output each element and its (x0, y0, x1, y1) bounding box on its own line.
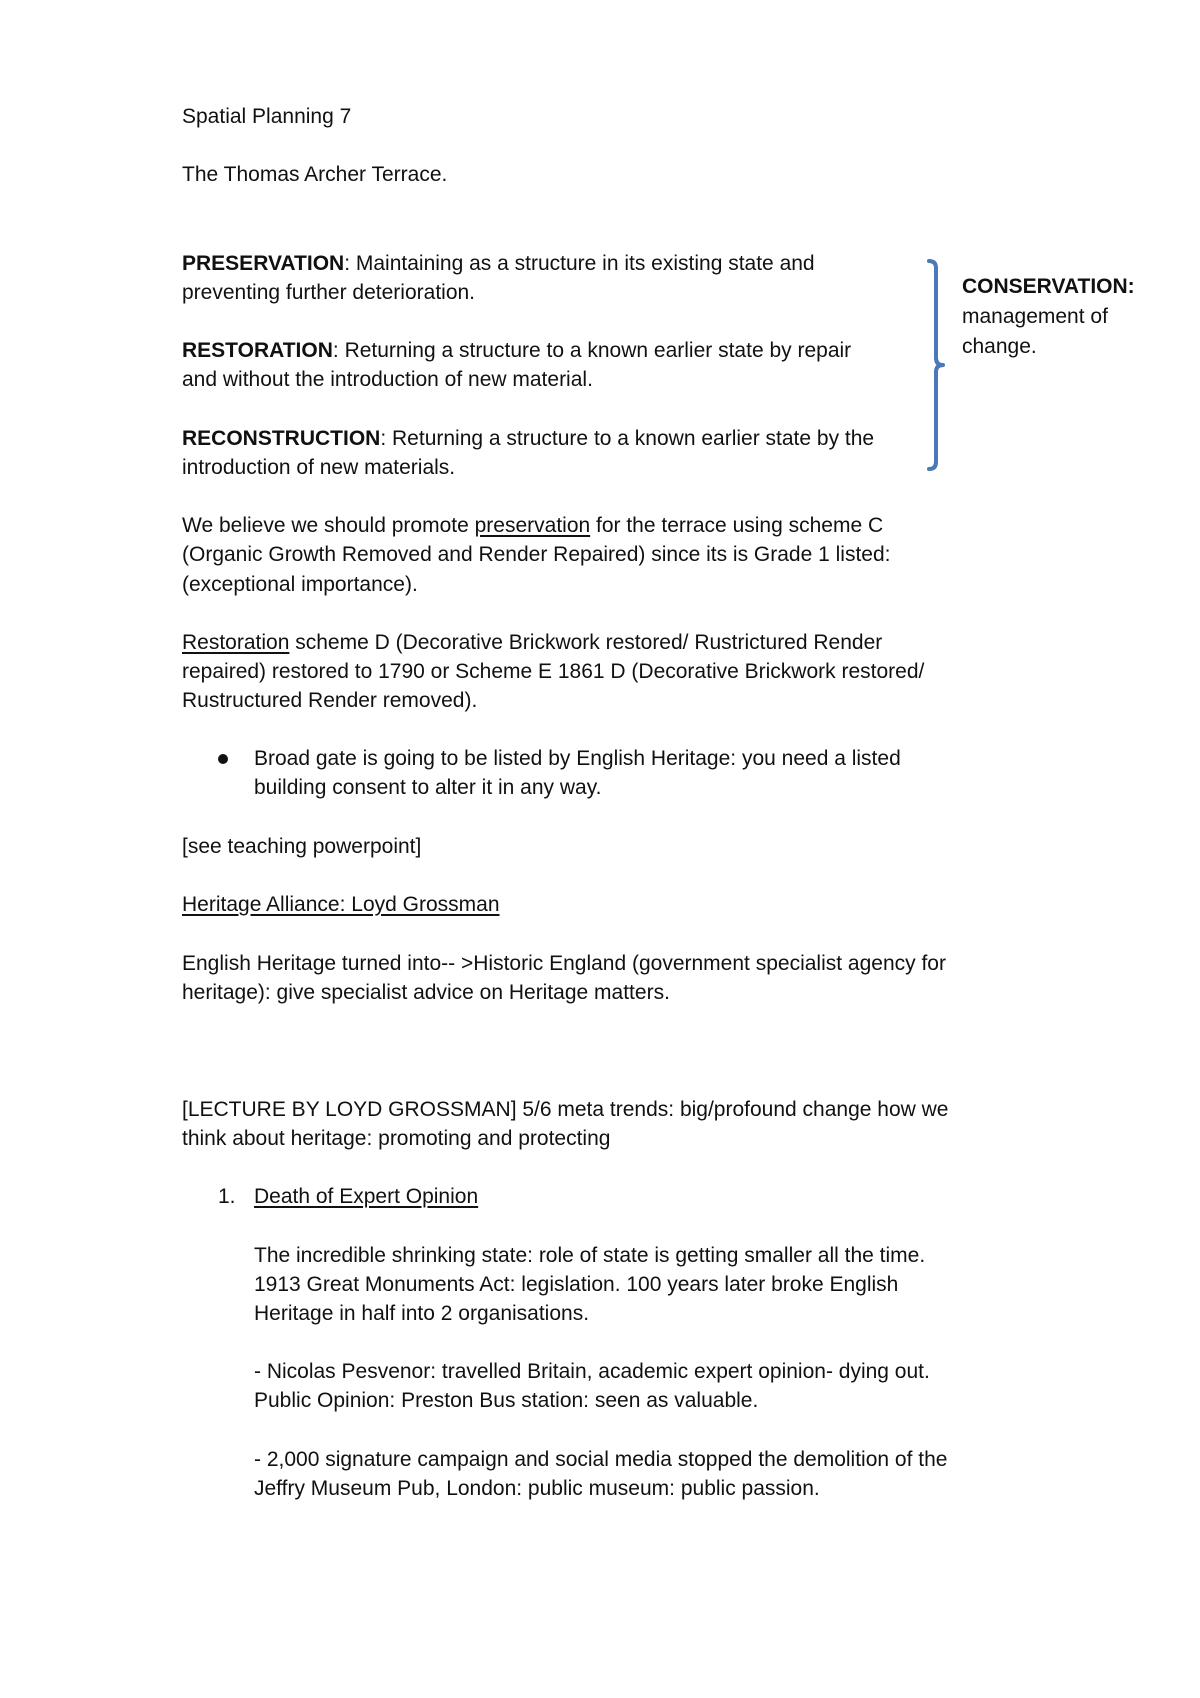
belief-paragraph: We believe we should promote preservation for the terrace using scheme C (182, 514, 884, 537)
definition-term: PRESERVATION (182, 252, 345, 275)
belief-paragraph-line: (Organic Growth Removed and Render Repaired) since its is Grade 1 listed: (182, 543, 891, 566)
heritage-alliance-heading: Heritage Alliance: Loyd Grossman (182, 893, 500, 916)
numbered-paragraph-line: Heritage in half into 2 organisations. (254, 1302, 590, 1325)
definition-text: : Maintaining as a structure in its existing state and (344, 252, 815, 275)
document-subtitle: The Thomas Archer Terrace. (182, 163, 448, 186)
numbered-paragraph-line: - Nicolas Pesvenor: travelled Britain, academic expert opinion- dying out. (254, 1360, 930, 1383)
definition-term: RESTORATION (182, 339, 333, 362)
english-heritage-paragraph: English Heritage turned into-- >Historic England (government specialist agency for (182, 952, 946, 975)
definition-restoration (182, 336, 851, 365)
numbered-paragraph-line: Public Opinion: Preston Bus station: seen as valuable. (254, 1389, 759, 1412)
definition-reconstruction (182, 424, 874, 453)
list-number: 1. (218, 1185, 236, 1208)
underlined-term: preservation (474, 514, 591, 537)
document-title: Spatial Planning 7 (182, 105, 352, 128)
conservation-text: management of (962, 305, 1108, 328)
belief-paragraph-line: (exceptional importance). (182, 573, 418, 596)
definition-text: : Returning a structure to a known earlier state by repair (332, 339, 852, 362)
see-note: [see teaching powerpoint] (182, 835, 422, 858)
lecture-paragraph: [LECTURE BY LOYD GROSSMAN] 5/6 meta trends: big/profound change how we (182, 1098, 949, 1121)
definition-text: introduction of new materials. (182, 456, 456, 479)
numbered-heading: Death of Expert Opinion (254, 1185, 479, 1208)
numbered-paragraph-line: 1913 Great Monuments Act: legislation. 100 years later broke English (254, 1273, 899, 1296)
restoration-paragraph-line: repaired) restored to 1790 or Scheme E 1861 D (Decorative Brickwork restored/ (182, 660, 925, 683)
numbered-paragraph-line: The incredible shrinking state: role of state is getting smaller all the time. (254, 1244, 926, 1267)
lecture-paragraph-line: think about heritage: promoting and protecting (182, 1127, 611, 1150)
definition-preservation (182, 249, 815, 278)
bracket-icon (925, 258, 951, 472)
conservation-term: CONSERVATION: (962, 275, 1135, 298)
underlined-term: Restoration (182, 631, 290, 654)
bullet-item-line: building consent to alter it in any way. (254, 776, 602, 799)
bullet-icon (218, 754, 228, 764)
numbered-paragraph-line: - 2,000 signature campaign and social media stopped the demolition of the (254, 1448, 948, 1471)
conservation-text: change. (962, 335, 1037, 358)
definition-term: RECONSTRUCTION (182, 427, 381, 450)
definition-text: : Returning a structure to a known earlier state by the (380, 427, 875, 450)
english-heritage-paragraph-line: heritage): give specialist advice on Heritage matters. (182, 981, 670, 1004)
restoration-paragraph: Restoration scheme D (Decorative Brickwork restored/ Rustrictured Render (182, 631, 883, 654)
numbered-paragraph-line: Jeffry Museum Pub, London: public museum: public passion. (254, 1477, 820, 1500)
definition-text: preventing further deterioration. (182, 281, 476, 304)
restoration-paragraph-line: Rustructured Render removed). (182, 689, 478, 712)
definition-text: and without the introduction of new material. (182, 368, 593, 391)
bullet-item: Broad gate is going to be listed by English Heritage: you need a listed (254, 747, 901, 770)
